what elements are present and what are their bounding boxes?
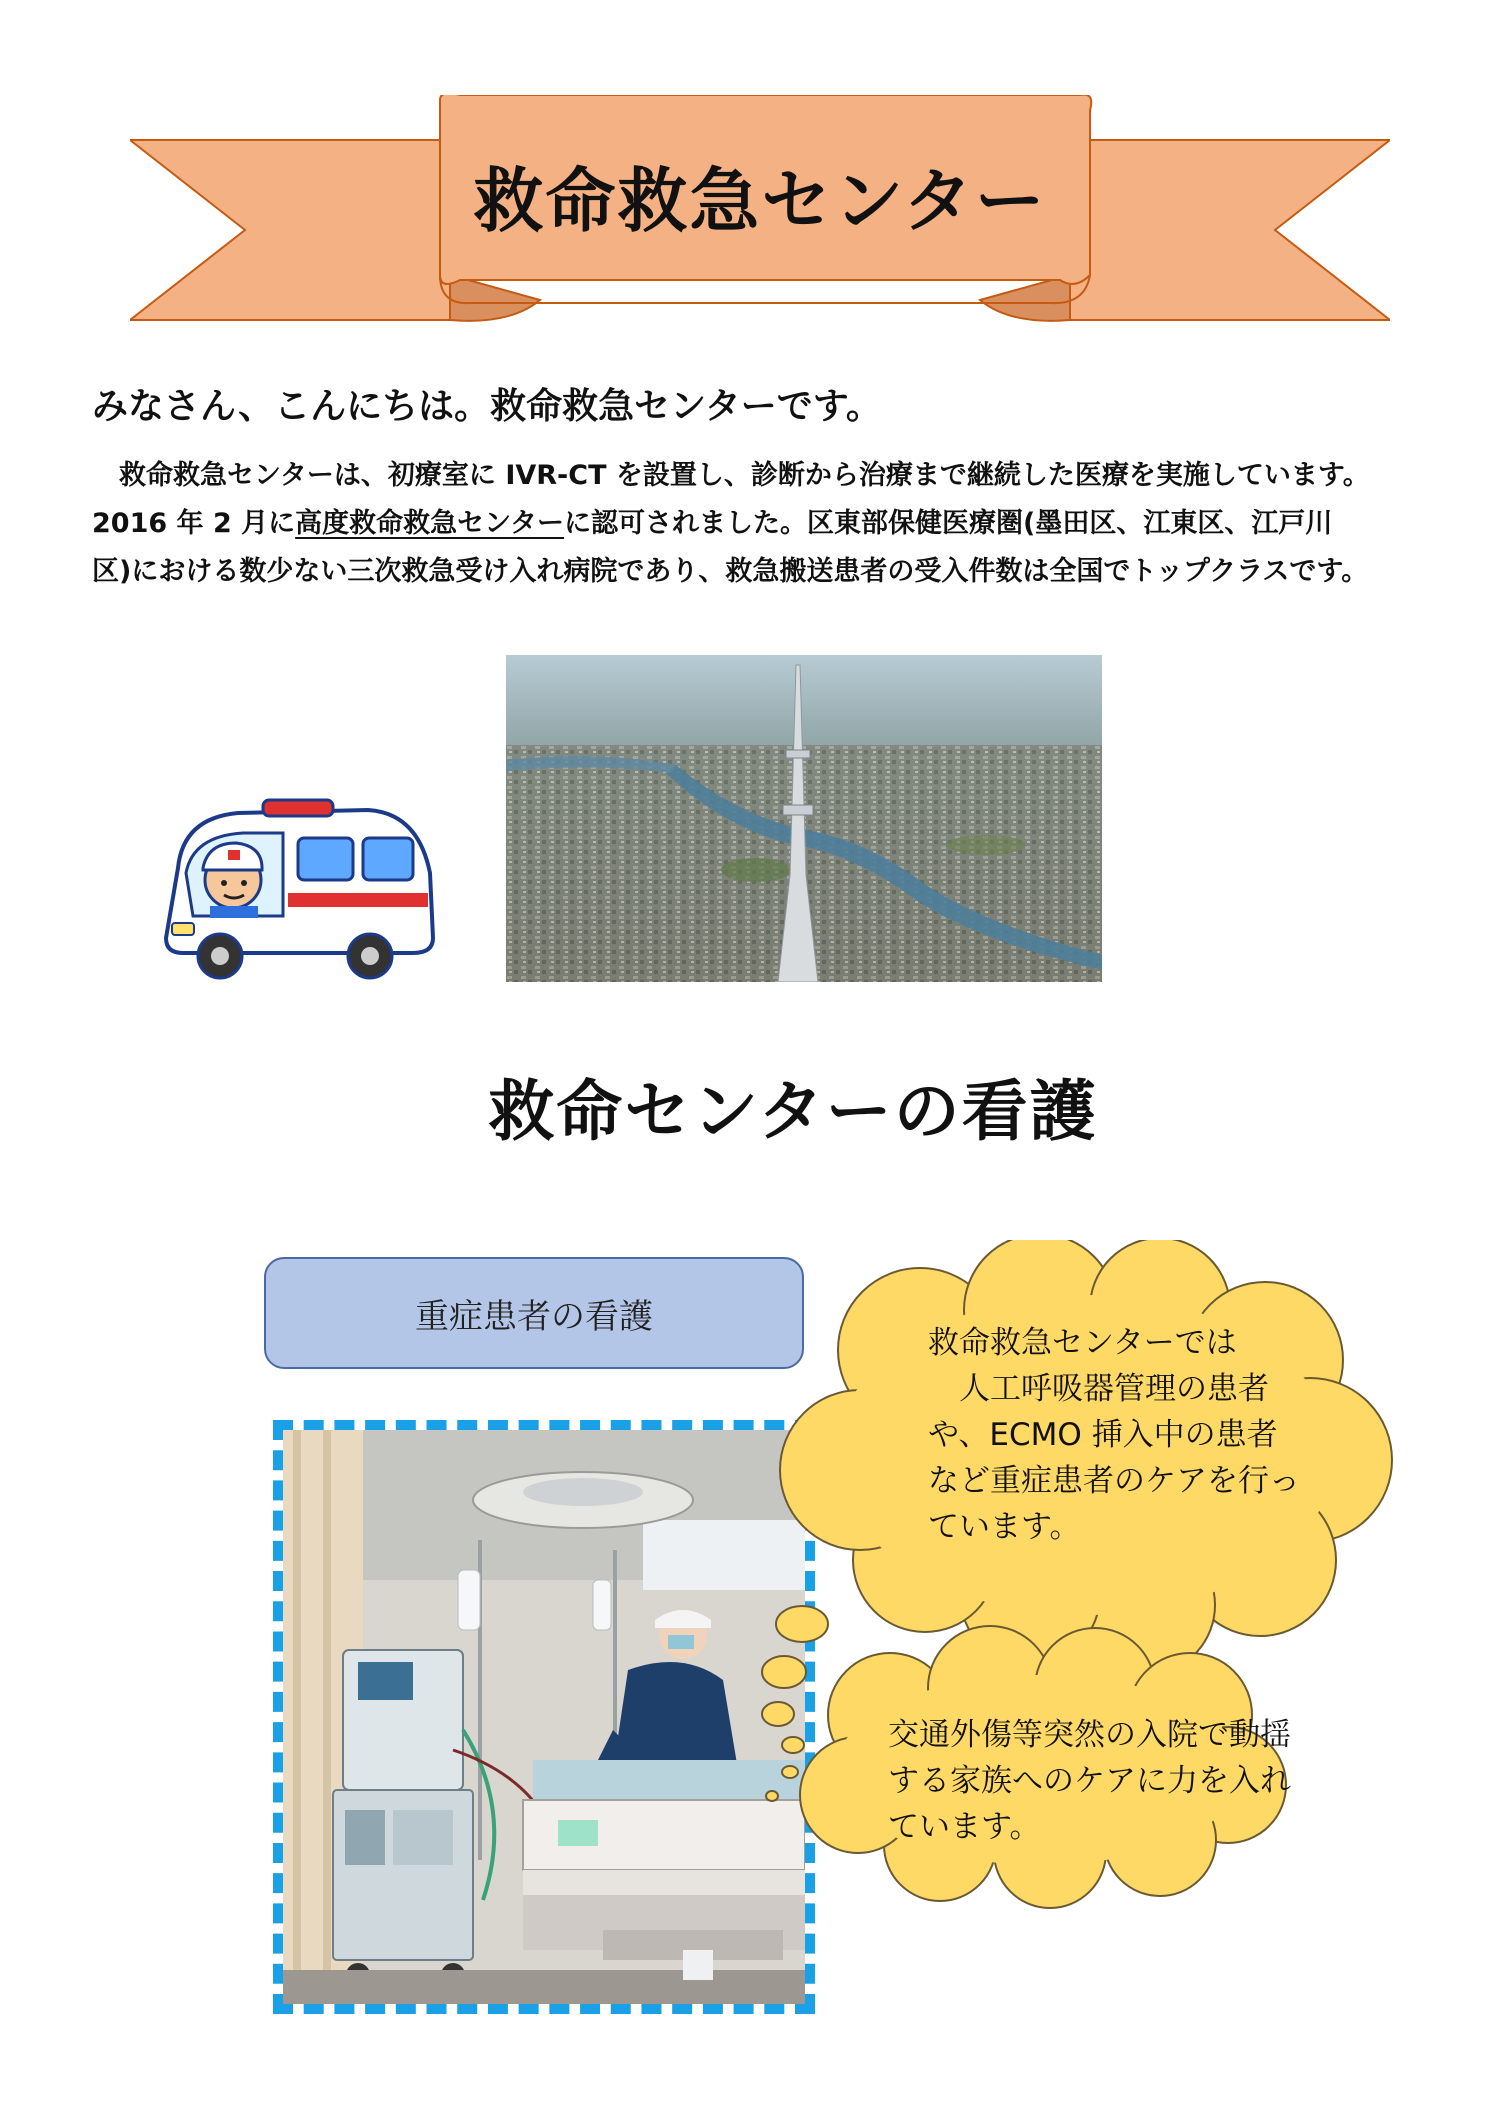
greeting-heading: みなさん、こんにちは。救命救急センターです。	[92, 386, 882, 427]
ambulance-illustration	[158, 798, 436, 983]
intro-line-1: 救命救急センターは、初療室に IVR-CT を設置し、診断から治療まで継続した医療を実施しています。	[92, 460, 1370, 491]
cloud-1-line: 救命救急センターでは	[928, 1325, 1237, 1361]
page-title: 救命救急センター	[473, 159, 1047, 242]
cloud-2-line: ています。	[888, 1809, 1041, 1845]
cloud-2-line: する家族へのケアに力を入れ	[888, 1763, 1291, 1799]
intro-line-2-suffix: に認可されました。区東部保健医療圏(墨田区、江東区、江戸川	[564, 508, 1333, 539]
cloud-1-text	[928, 1320, 1300, 1550]
cloud-1-line: 人工呼吸器管理の患者	[928, 1371, 1269, 1407]
critical-care-label-box: 重症患者の看護	[264, 1257, 804, 1369]
intro-line-3: 区)における数少ない三次救急受け入れ病院であり、救急搬送患者の受入件数は全国でトップクラスです。	[92, 556, 1369, 587]
cloud-2-text	[888, 1712, 1291, 1850]
skytree-aerial-photo	[506, 655, 1102, 982]
cloud-1-line: ています。	[928, 1509, 1081, 1545]
cloud-1-line: など重症患者のケアを行っ	[928, 1463, 1300, 1499]
intro-line-2-underlined: 高度救命救急センター	[295, 508, 565, 539]
cloud-1-line: や、ECMO 挿入中の患者	[928, 1417, 1278, 1453]
photo-dashed-frame	[273, 1420, 815, 2014]
cloud-2-line: 交通外傷等突然の入院で動揺	[888, 1717, 1291, 1753]
intro-line-2	[92, 500, 1422, 548]
intro-line-2-prefix: 2016 年 2 月に	[92, 508, 296, 539]
section-title: 救命センターの看護	[488, 1073, 1098, 1150]
